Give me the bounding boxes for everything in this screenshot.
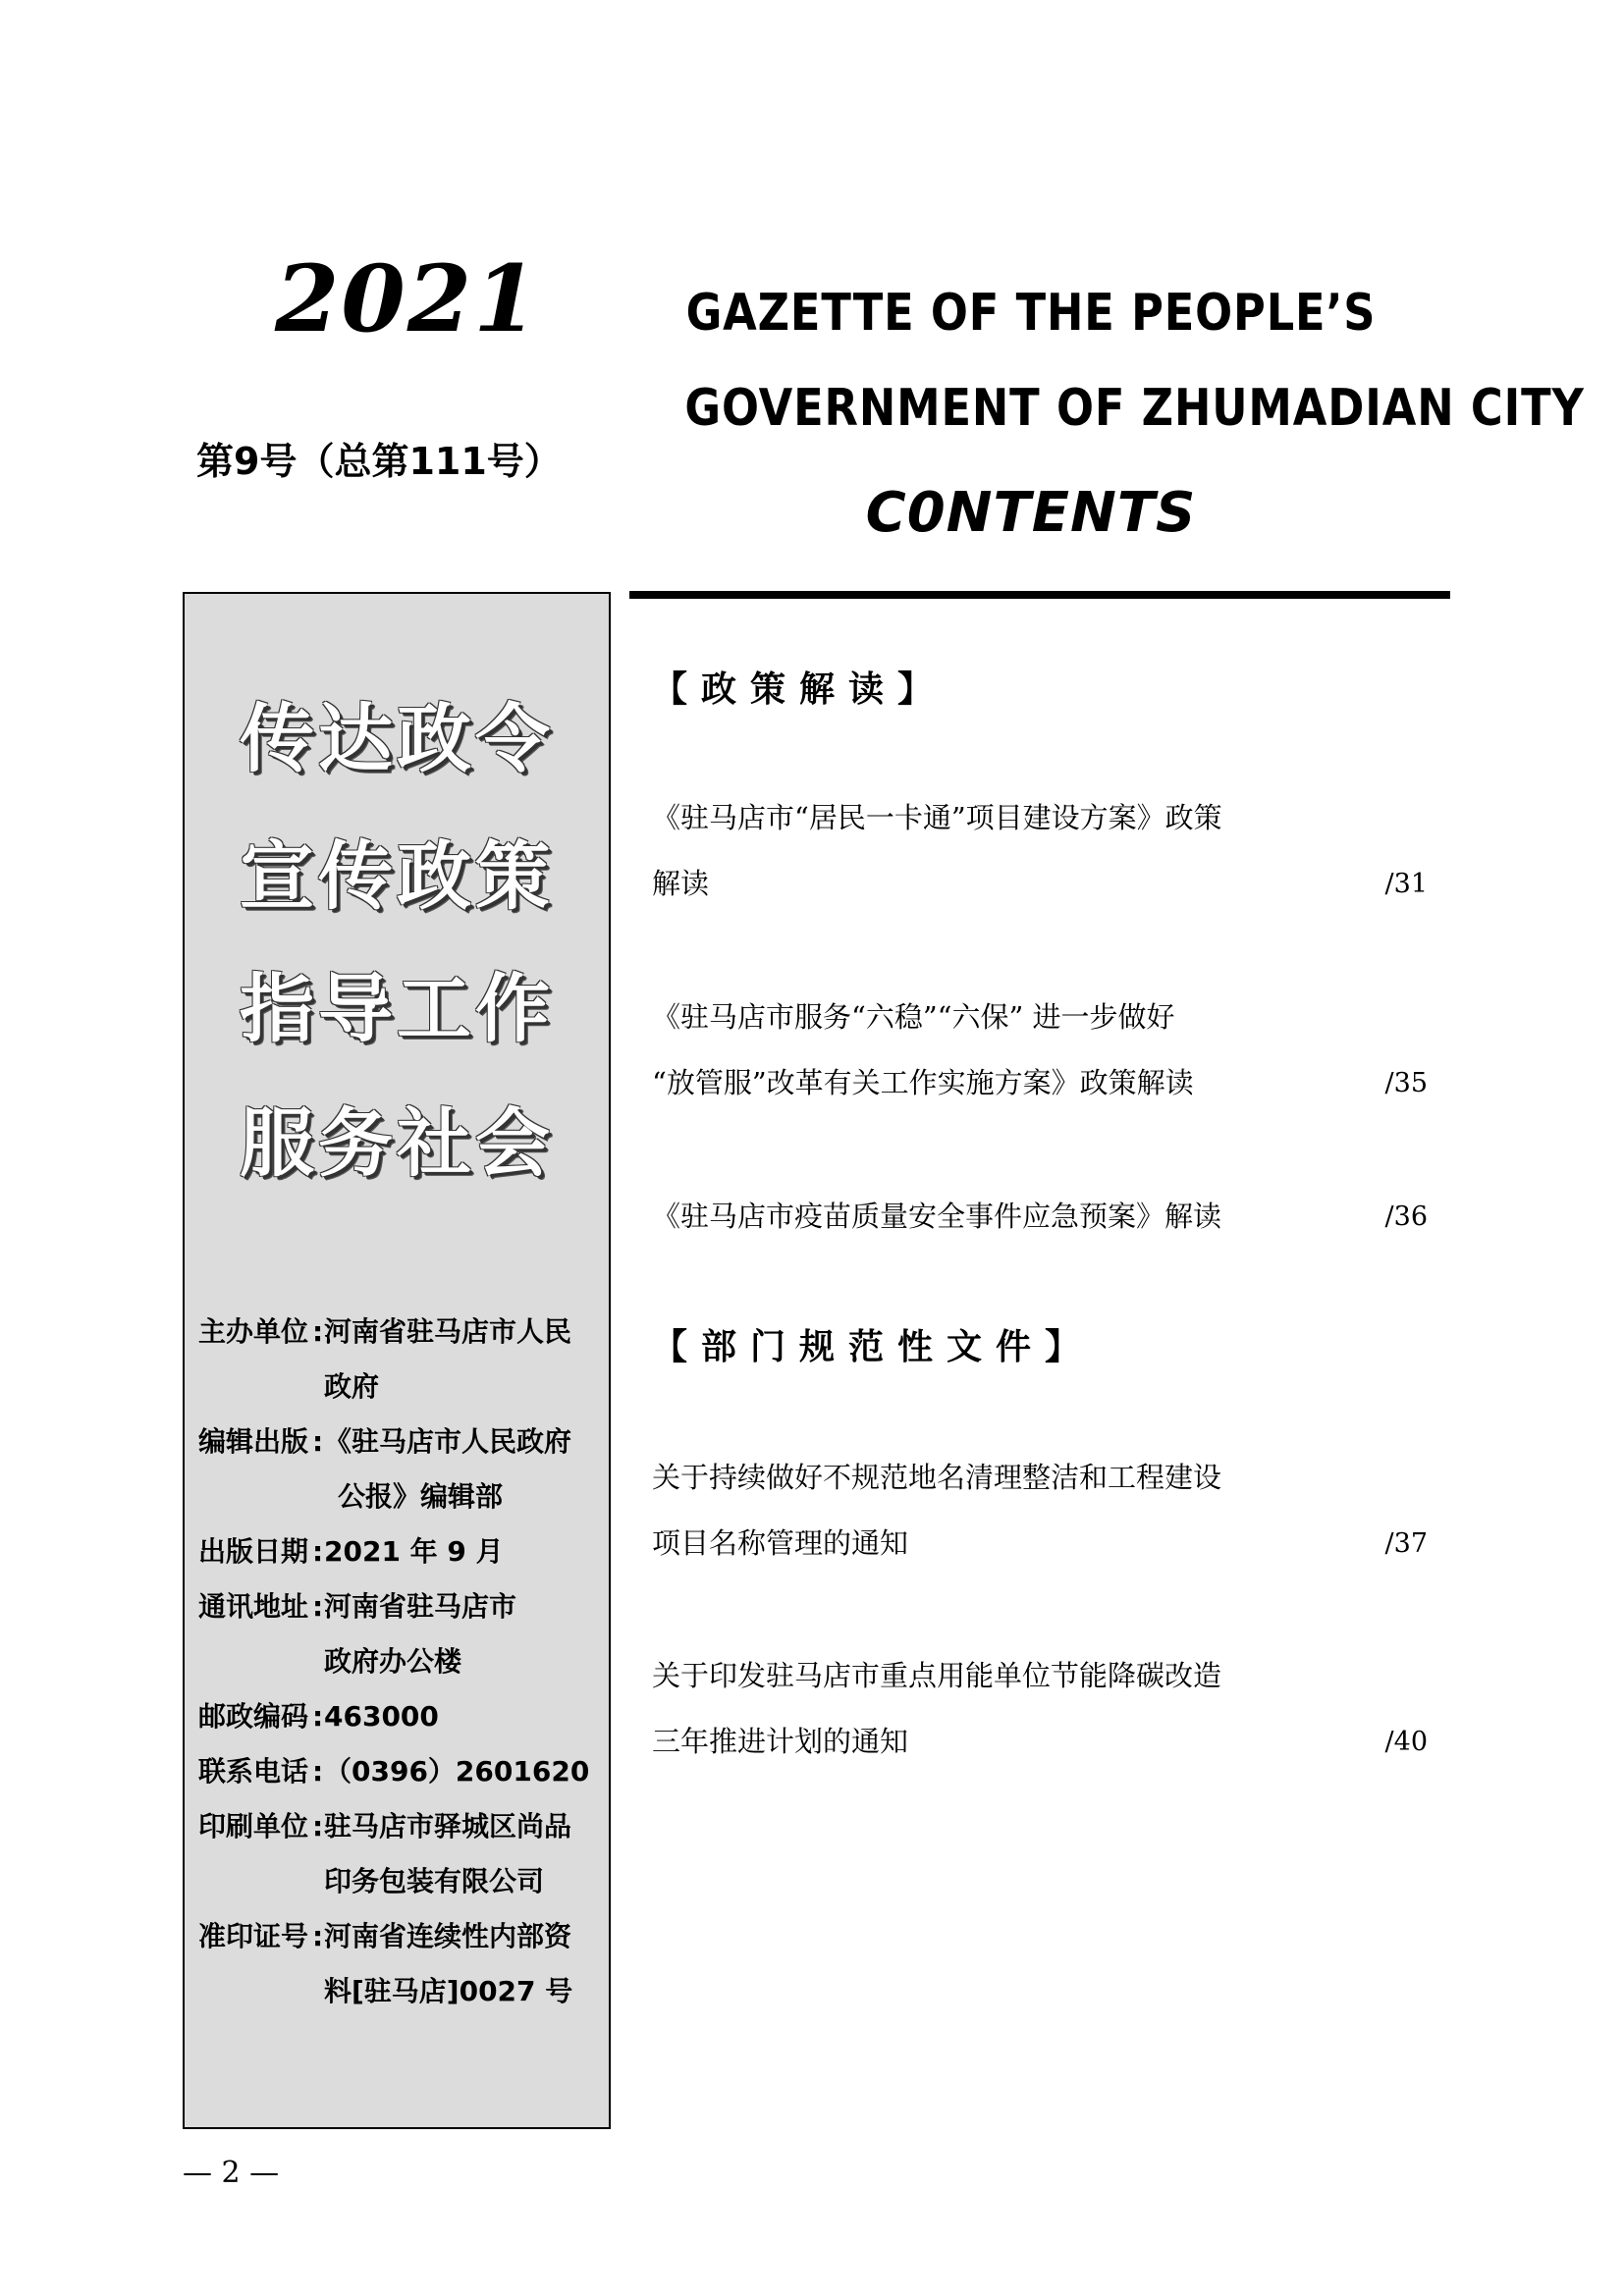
motto-line: 指导工作 [240,965,554,1052]
page-number: — 2 — [183,2156,280,2190]
info-value [324,1524,601,1579]
toc-entry-title-line: 关于印发驻马店市重点用能单位节能降碳改造 [652,1659,1222,1692]
toc-entry-title-line: 《驻马店市服务“六稳”“六保” 进一步做好 [652,1000,1175,1034]
toc-entry-page: /37 [1384,1528,1428,1559]
info-value [324,1305,601,1415]
info-value-line: 《驻马店市人民政府 [324,1425,572,1458]
toc-entry-title-line: 关于持续做好不规范地名清理整洁和工程建设 [652,1461,1222,1494]
info-value-line: 2021 年 9 月 [324,1535,504,1568]
info-value-line: （0396）2601620 [324,1755,590,1788]
toc-entry-title-line: 三年推进计划的通知 [652,1725,909,1758]
info-value [324,1689,601,1744]
info-value-line: 料[驻马店]0027 号 [324,1975,573,2007]
info-value-line: 河南省驻马店市 [324,1590,517,1623]
info-key: 联系电话 [198,1755,309,1788]
header-rule [629,591,1450,599]
info-printer [198,1799,601,1909]
info-value [324,1579,601,1689]
contents-heading: C0NTENTS [865,481,1197,545]
info-sponsor [198,1305,601,1415]
toc-entry-title-line: 《驻马店市“居民一卡通”项目建设方案》政策 [652,801,1222,834]
info-value [324,1744,601,1799]
info-value-line: 公报》编辑部 [338,1480,504,1513]
english-title-line-1: GAZETTE OF THE PEOPLE’S [685,284,1377,343]
toc-entry-title-line: 项目名称管理的通知 [652,1526,909,1560]
toc-entry[interactable] [652,1184,1428,1250]
sidebar-panel [183,592,611,2129]
toc-entry-page: /40 [1384,1727,1428,1757]
info-key: 出版日期 [198,1535,309,1568]
info-separator: : [312,1810,324,1842]
info-value [324,1415,601,1524]
toc-entry[interactable] [652,1643,1428,1775]
info-separator: : [312,1590,324,1623]
toc-entry-page: /36 [1384,1201,1428,1232]
info-key: 准印证号 [198,1920,309,1952]
issue-number: 第9号（总第111号） [196,440,562,483]
info-postcode [198,1689,601,1744]
motto-line: 传达政令 [240,695,554,782]
info-separator: : [312,1535,324,1568]
info-key: 编辑出版 [198,1425,309,1458]
toc-entry-title-line: 解读 [652,867,710,900]
toc-entry-page: /35 [1384,1068,1428,1098]
toc-entry[interactable] [652,1445,1428,1576]
english-title-line-2: GOVERNMENT OF ZHUMADIAN CITY [684,379,1585,438]
info-phone [198,1744,601,1799]
info-value-line: 驻马店市驿城区尚品 [324,1810,572,1842]
info-separator: : [312,1315,324,1348]
info-separator: : [312,1755,324,1788]
info-value-line: 政府 [324,1370,380,1403]
toc-entry-page: /31 [1384,869,1428,899]
info-address [198,1579,601,1689]
info-key: 通讯地址 [198,1590,309,1623]
toc-entry-title-line: “放管服”改革有关工作实施方案》政策解读 [652,1066,1194,1099]
info-value-line: 463000 [324,1700,439,1733]
year: 2021 [275,245,540,353]
info-value-line: 政府办公楼 [324,1645,462,1678]
info-value [324,1799,601,1909]
motto-line: 服务社会 [240,1099,554,1187]
publication-info [198,1305,601,2019]
info-separator: : [312,1425,324,1458]
toc-entry[interactable] [652,985,1428,1116]
motto-line: 宣传政策 [240,832,554,920]
info-value [324,1909,601,2019]
info-value-line: 河南省驻马店市人民 [324,1315,572,1348]
info-editor [198,1415,601,1524]
section-heading-department-documents: 【部门规范性文件】 [652,1326,1095,1367]
info-value-line: 印务包装有限公司 [324,1865,545,1897]
info-key: 印刷单位 [198,1810,309,1842]
info-key: 主办单位 [198,1315,309,1348]
toc-entry-title-line: 《驻马店市疫苗质量安全事件应急预案》解读 [652,1200,1222,1233]
info-date [198,1524,601,1579]
info-separator: : [312,1700,324,1733]
info-separator: : [312,1920,324,1952]
info-key: 邮政编码 [198,1700,309,1733]
info-value-line: 河南省连续性内部资 [324,1920,572,1952]
toc-entry[interactable] [652,785,1428,917]
section-heading-policy-interpretation: 【政策解读】 [652,668,947,710]
info-permit [198,1909,601,2019]
